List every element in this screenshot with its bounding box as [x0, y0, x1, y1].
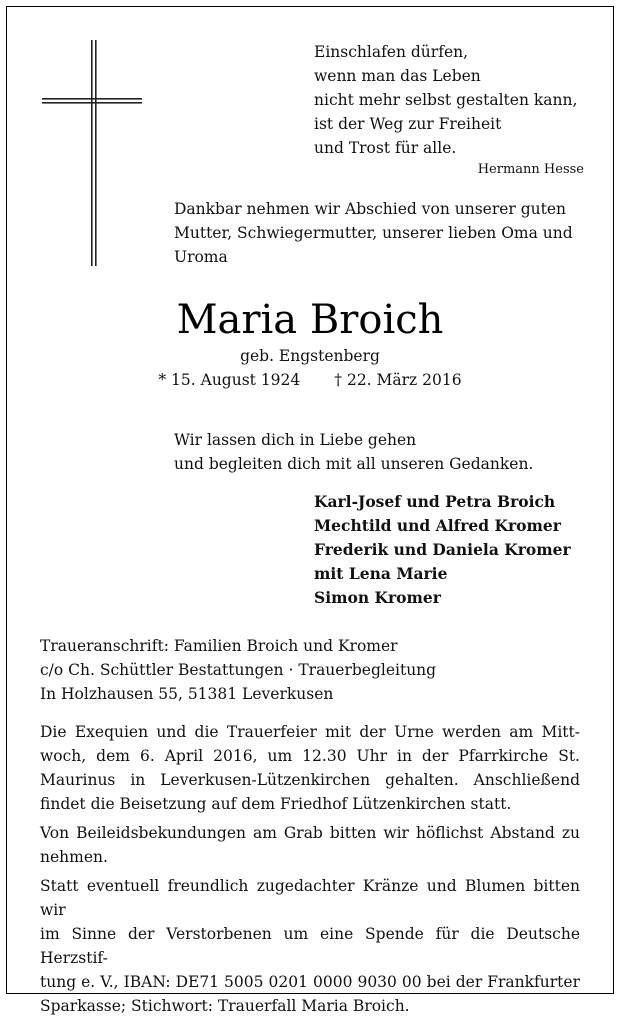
mourning-address — [40, 634, 600, 706]
poem-line: Einschlafen dürfen, — [314, 43, 469, 61]
family-member: Frederik und Daniela Kromer — [314, 540, 571, 559]
paragraph-line: tung e. V., IBAN: DE71 5005 0201 0000 9030 00 bei der Frankfurter — [40, 973, 580, 991]
address-line: In Holzhausen 55, 51381 Leverkusen — [40, 685, 334, 703]
poem-line: wenn man das Leben — [314, 67, 481, 85]
poem-line: nicht mehr selbst gestalten kann, — [314, 91, 578, 109]
farewell-line: Wir lassen dich in Liebe gehen — [174, 431, 417, 449]
family-member: Karl-Josef und Petra Broich — [314, 492, 556, 511]
farewell-text — [174, 428, 594, 476]
paragraph-line: findet die Beisetzung auf dem Friedhof Lützenkirchen statt. — [40, 795, 512, 813]
poem-line: und Trost für alle. — [314, 139, 457, 157]
death-date: † 22. März 2016 — [334, 371, 462, 389]
birth-date: * 15. August 1924 — [158, 371, 301, 389]
paragraph-line: nehmen. — [40, 848, 108, 866]
paragraph-line: Die Exequien und die Trauerfeier mit der Urne werden am Mitt- — [40, 723, 580, 741]
service-paragraph — [40, 720, 580, 816]
address-line: Traueranschrift: Familien Broich und Kromer — [40, 637, 398, 655]
donation-paragraph — [40, 874, 580, 1018]
poem-line: ist der Weg zur Freiheit — [314, 115, 502, 133]
intro-line: Uroma — [174, 248, 228, 266]
paragraph-line: im Sinne der Verstorbenen um eine Spende für die Deutsche Herzstif- — [40, 925, 580, 967]
paragraph-line: Statt eventuell freundlich zugedachter Kränze und Blumen bitten wir — [40, 877, 580, 919]
farewell-line: und begleiten dich mit all unseren Gedanken. — [174, 455, 534, 473]
family-list — [314, 490, 604, 610]
address-line: c/o Ch. Schüttler Bestattungen · Trauerbegleitung — [40, 661, 437, 679]
condolences-paragraph — [40, 821, 580, 869]
paragraph-line: Maurinus in Leverkusen-Lützenkirchen gehalten. Anschließend — [40, 771, 580, 789]
intro-line: Mutter, Schwiegermutter, unserer lieben Oma und — [174, 224, 573, 242]
family-member: Simon Kromer — [314, 588, 441, 607]
family-member: Mechtild und Alfred Kromer — [314, 516, 561, 535]
deceased-name: Maria Broich — [176, 297, 444, 343]
poem-author: Hermann Hesse — [477, 162, 584, 177]
paragraph-line: Von Beileidsbekundungen am Grab bitten wir höflichst Abstand zu — [40, 824, 580, 842]
paragraph-line: woch, dem 6. April 2016, um 12.30 Uhr in der Pfarrkirche St. — [40, 747, 580, 765]
cross-icon — [42, 40, 142, 266]
intro-text — [174, 197, 580, 269]
family-member: mit Lena Marie — [314, 564, 448, 583]
life-dates — [0, 368, 620, 392]
intro-line: Dankbar nehmen wir Abschied von unserer guten — [174, 200, 567, 218]
paragraph-line: Sparkasse; Stichwort: Trauerfall Maria Broich. — [40, 997, 410, 1015]
poem — [314, 40, 584, 160]
birth-name: geb. Engstenberg — [240, 347, 380, 365]
